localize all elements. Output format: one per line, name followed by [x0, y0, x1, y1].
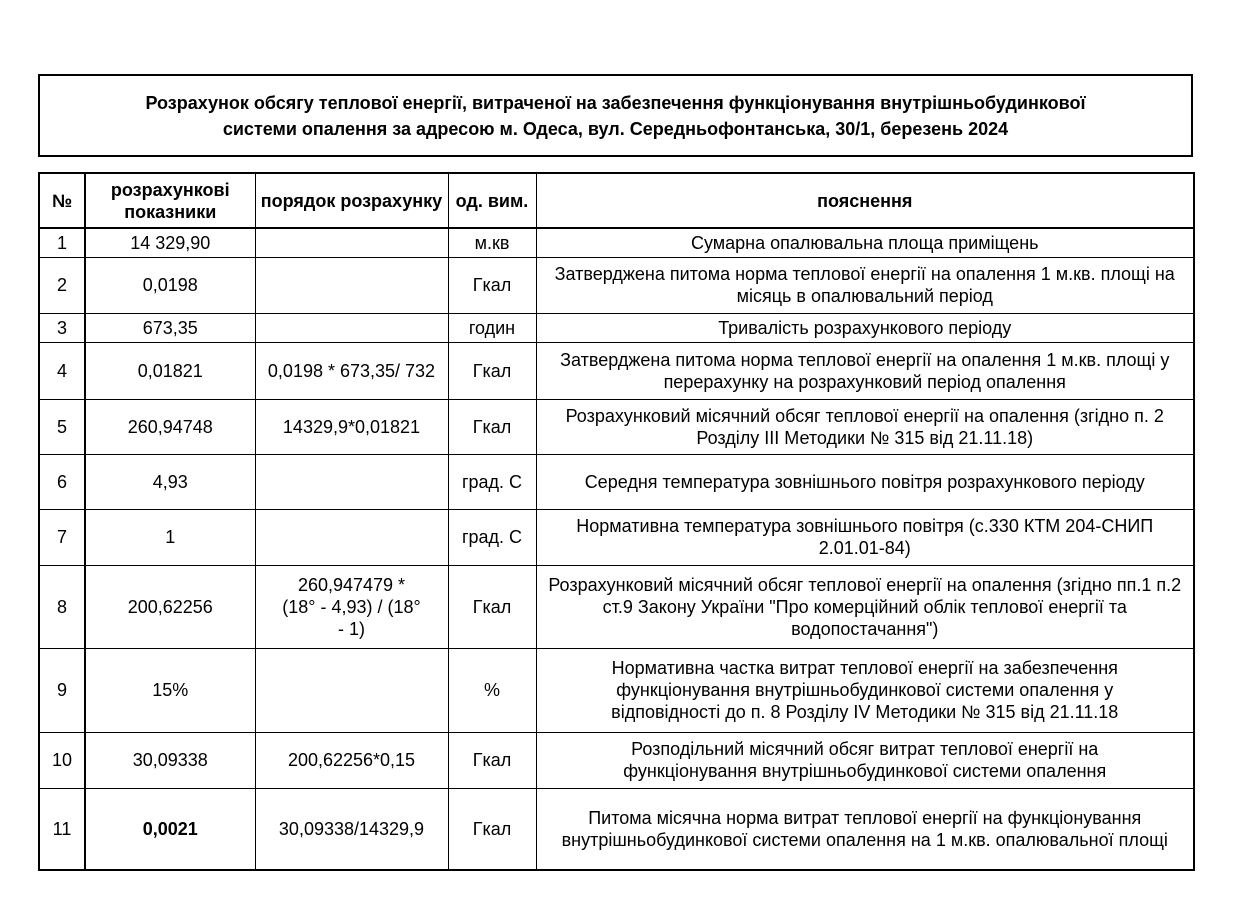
header-note: пояснення — [536, 173, 1194, 228]
header-formula: порядок розрахунку — [255, 173, 448, 228]
row-value: 14 329,90 — [85, 228, 255, 257]
row-value: 15% — [85, 648, 255, 732]
table-row — [39, 454, 1194, 509]
row-note: Нормативна частка витрат теплової енергії на забезпечення функціонування внутрішньобудинкової системи опалення у відповідності до п. 8 Розділу IV Методики № 315 від 21.11.18 — [536, 648, 1194, 732]
row-formula — [255, 509, 448, 565]
table-row — [39, 732, 1194, 788]
row-note: Розподільний місячний обсяг витрат теплової енергії на функціонування внутрішньобудинкової системи опалення — [536, 732, 1194, 788]
row-unit: Гкал — [448, 342, 536, 399]
row-note: Затверджена питома норма теплової енергії на опалення 1 м.кв. площі на місяць в опалювальний період — [536, 257, 1194, 313]
row-formula: 30,09338/14329,9 — [255, 788, 448, 870]
row-value: 673,35 — [85, 313, 255, 342]
row-num: 8 — [39, 565, 85, 648]
row-note: Розрахунковий місячний обсяг теплової енергії на опалення (згідно пп.1 п.2 ст.9 Закону України "Про комерційний облік теплової енергії та водопостачання") — [536, 565, 1194, 648]
row-value: 0,0198 — [85, 257, 255, 313]
row-unit: град. С — [448, 454, 536, 509]
row-num: 3 — [39, 313, 85, 342]
row-formula — [255, 228, 448, 257]
row-unit: годин — [448, 313, 536, 342]
table-row — [39, 228, 1194, 257]
row-unit: Гкал — [448, 788, 536, 870]
row-value: 1 — [85, 509, 255, 565]
table-row — [39, 565, 1194, 648]
row-note: Питома місячна норма витрат теплової енергії на функціонування внутрішньобудинкової системи опалення на 1 м.кв. опалювальної площі — [536, 788, 1194, 870]
row-formula: 14329,9*0,01821 — [255, 399, 448, 454]
document-title — [38, 74, 1193, 157]
row-unit: Гкал — [448, 399, 536, 454]
row-value: 4,93 — [85, 454, 255, 509]
row-formula: 260,947479 * (18° - 4,93) / (18° - 1) — [255, 565, 448, 648]
row-value: 30,09338 — [85, 732, 255, 788]
table-header-row — [39, 173, 1194, 228]
row-unit: м.кв — [448, 228, 536, 257]
row-unit: Гкал — [448, 565, 536, 648]
header-value: розрахункові показники — [85, 173, 255, 228]
row-formula: 200,62256*0,15 — [255, 732, 448, 788]
row-unit: Гкал — [448, 732, 536, 788]
row-note: Тривалість розрахункового періоду — [536, 313, 1194, 342]
row-note: Розрахунковий місячний обсяг теплової енергії на опалення (згідно п. 2 Розділу ІІІ Методики № 315 від 21.11.18) — [536, 399, 1194, 454]
row-value: 260,94748 — [85, 399, 255, 454]
row-formula — [255, 313, 448, 342]
row-note: Середня температура зовнішнього повітря розрахункового періоду — [536, 454, 1194, 509]
row-num: 1 — [39, 228, 85, 257]
row-num: 2 — [39, 257, 85, 313]
row-formula — [255, 454, 448, 509]
title-line-2: системи опалення за адресою м. Одеса, вул. Середньофонтанська, 30/1, березень 2024 — [222, 118, 1009, 139]
table-row — [39, 399, 1194, 454]
table-row — [39, 648, 1194, 732]
row-num: 9 — [39, 648, 85, 732]
row-num: 6 — [39, 454, 85, 509]
row-formula: 0,0198 * 673,35/ 732 — [255, 342, 448, 399]
table-row — [39, 342, 1194, 399]
row-note: Затверджена питома норма теплової енергії на опалення 1 м.кв. площі у перерахунку на розрахунковий період опалення — [536, 342, 1194, 399]
row-num: 7 — [39, 509, 85, 565]
header-unit: од. вим. — [448, 173, 536, 228]
calculation-table — [38, 172, 1195, 871]
title-line-1: Розрахунок обсягу теплової енергії, витраченої на забезпечення функціонування внутрішньобудинкової — [145, 92, 1086, 113]
row-num: 11 — [39, 788, 85, 870]
table-row — [39, 788, 1194, 870]
row-unit: Гкал — [448, 257, 536, 313]
table-row — [39, 257, 1194, 313]
row-formula — [255, 648, 448, 732]
row-unit: % — [448, 648, 536, 732]
row-note: Нормативна температура зовнішнього повітря (с.330 КТМ 204-СНИП 2.01.01-84) — [536, 509, 1194, 565]
row-unit: град. С — [448, 509, 536, 565]
row-formula — [255, 257, 448, 313]
row-value: 0,01821 — [85, 342, 255, 399]
row-note: Сумарна опалювальна площа приміщень — [536, 228, 1194, 257]
header-num: № — [39, 173, 85, 228]
table-row — [39, 509, 1194, 565]
row-value: 0,0021 — [85, 788, 255, 870]
row-num: 5 — [39, 399, 85, 454]
row-num: 4 — [39, 342, 85, 399]
row-value: 200,62256 — [85, 565, 255, 648]
table-row — [39, 313, 1194, 342]
row-num: 10 — [39, 732, 85, 788]
